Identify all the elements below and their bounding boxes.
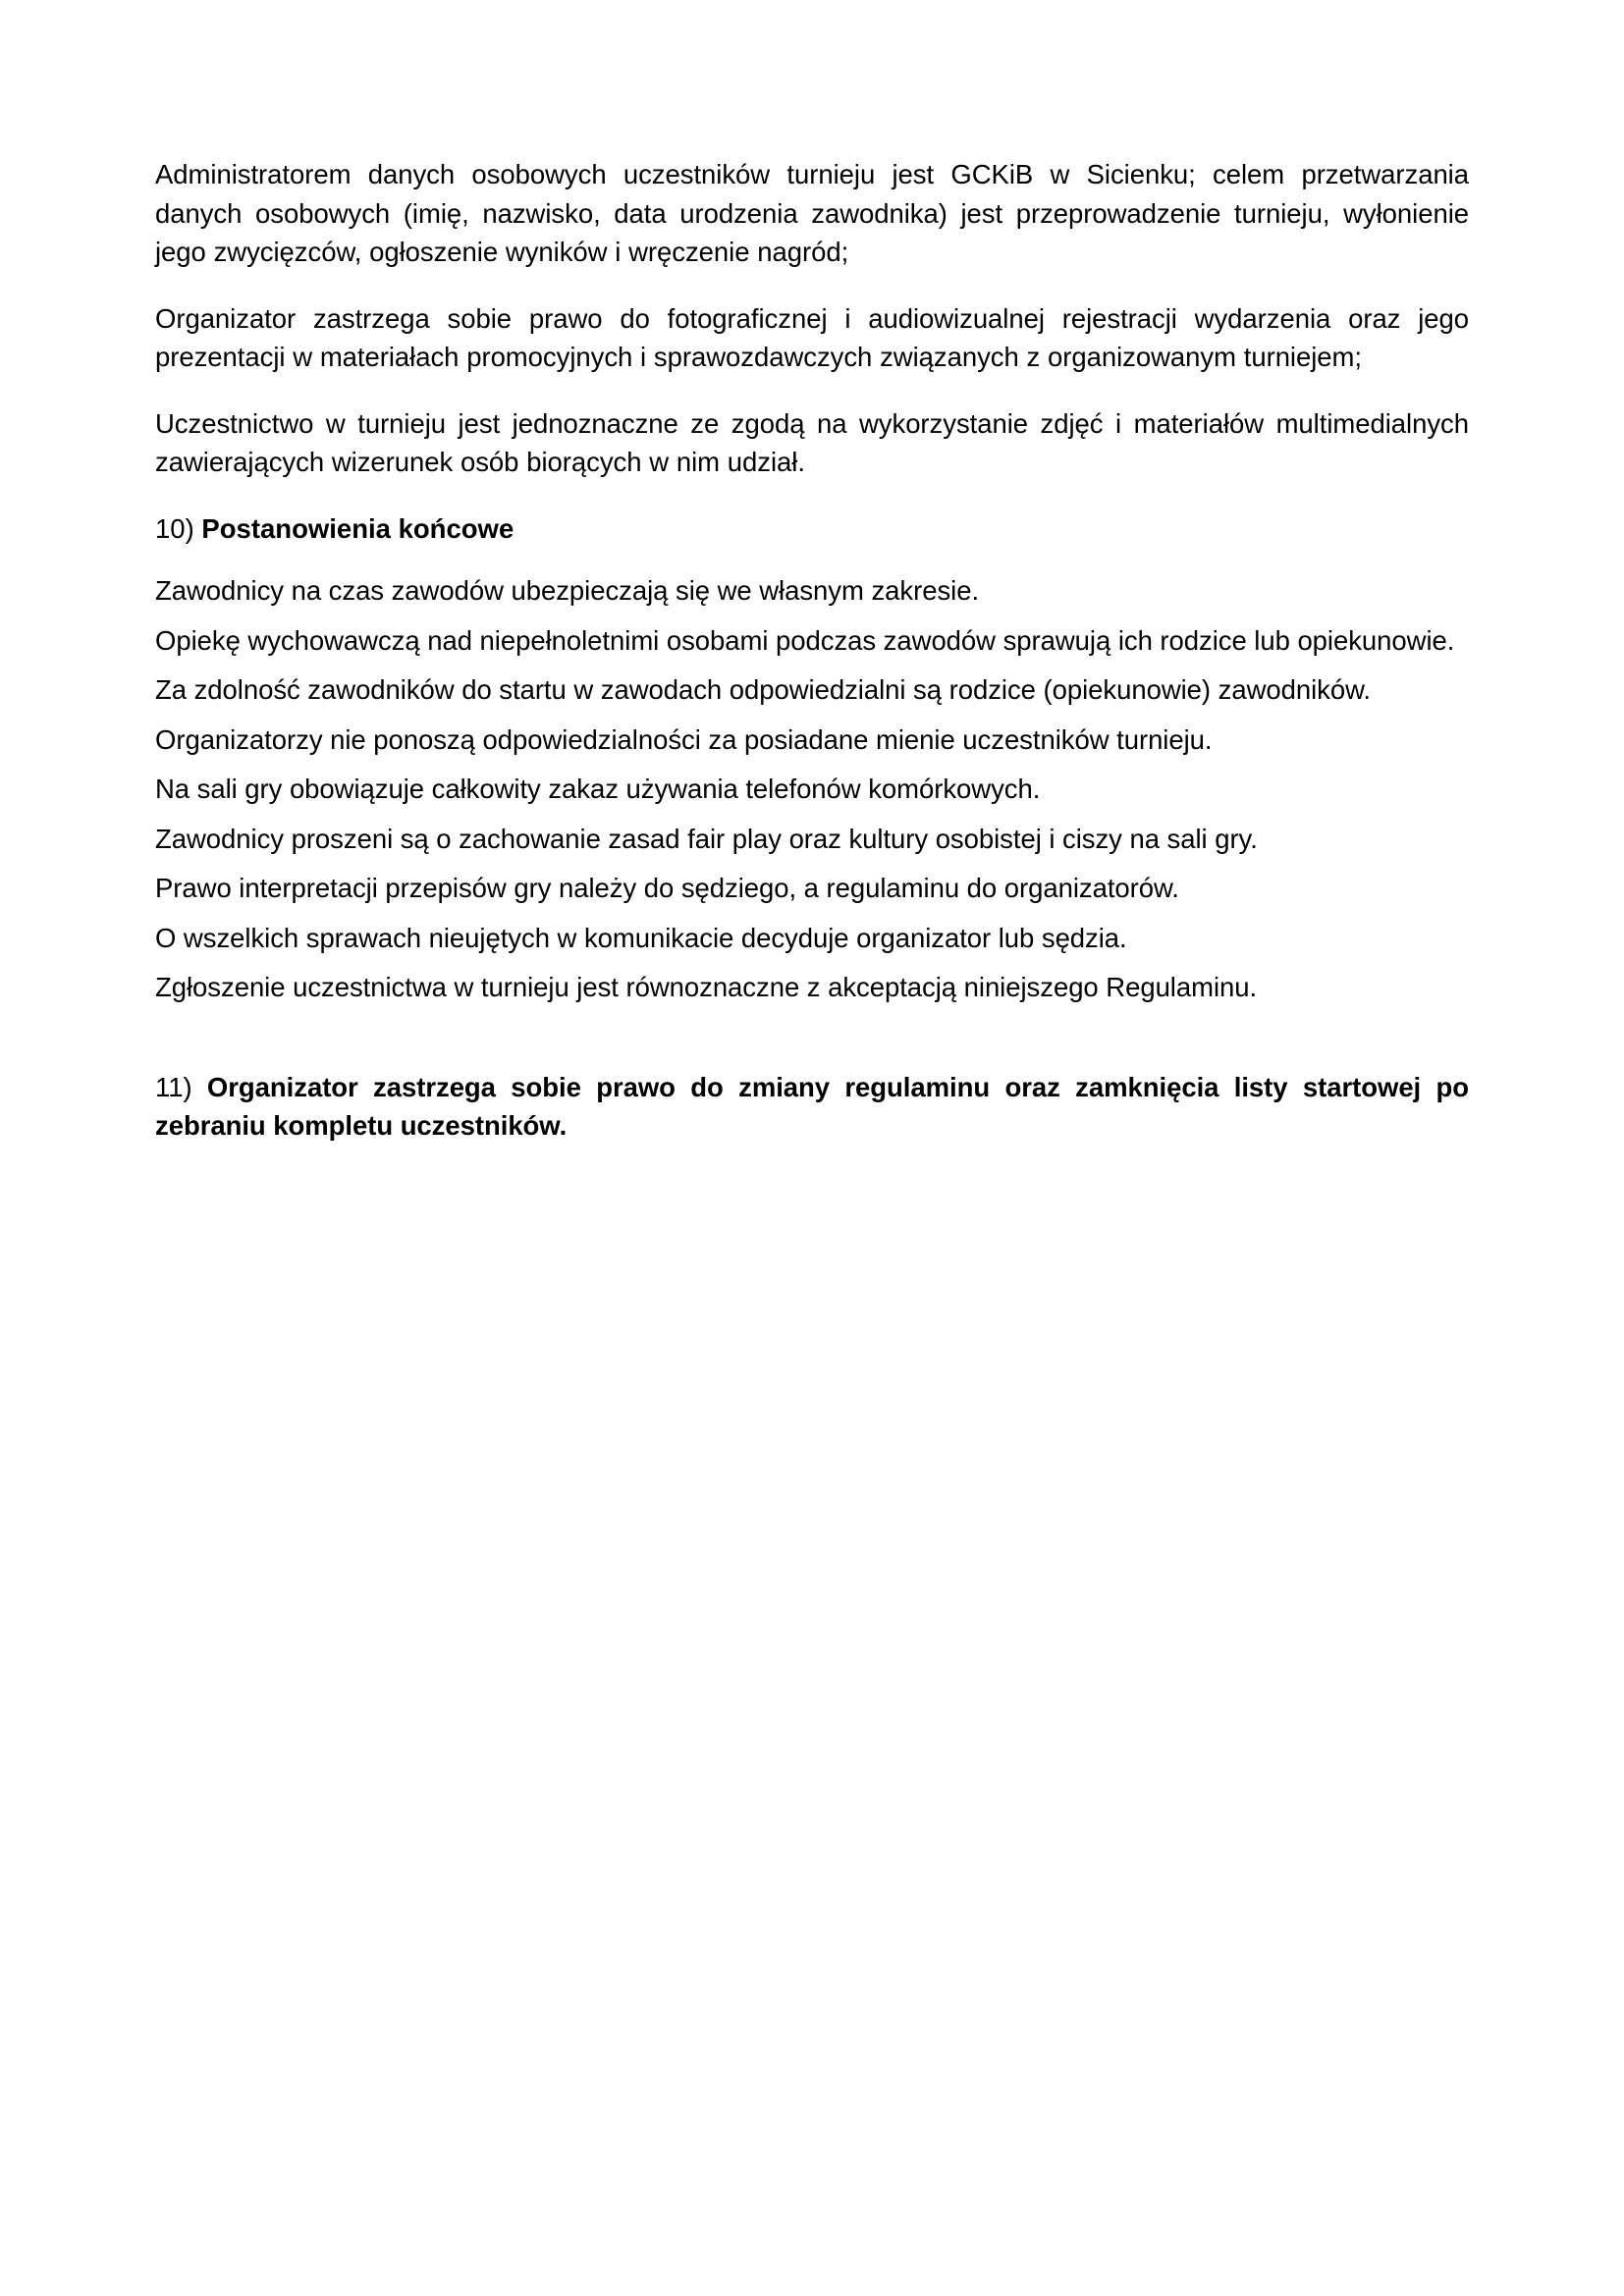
- paragraph-uczestnictwo: Uczestnictwo w turnieju jest jednoznaczne ze zgodą na wykorzystanie zdjęć i materiałów multimedialnych zawierających wizerunek osób biorących w nim udział.: [155, 407, 1469, 477]
- list-item: Na sali gry obowiązuje całkowity zakaz używania telefonów komórkowych.: [155, 774, 1041, 804]
- paragraph-administrator: Administratorem danych osobowych uczestników turnieju jest GCKiB w Sicienku; celem przetwarzania danych osobowych (imię, nazwisko, data urodzenia zawodnika) jest przeprowadzenie turnieju, wyłonienie jego zwycięzców, ogłoszenie wyników i wręczenie nagród;: [155, 159, 1469, 267]
- final-clause-text: Organizator zastrzega sobie prawo do zmiany regulaminu oraz zamknięcia listy startowej po zebraniu kompletu uczestników.: [155, 1071, 1469, 1141]
- list-item: Zawodnicy proszeni są o zachowanie zasad fair play oraz kultury osobistej i ciszy na sali gry.: [155, 823, 1258, 854]
- list-item: Organizatorzy nie ponoszą odpowiedzialności za posiadane mienie uczestników turnieju.: [155, 723, 1213, 755]
- page-content: [155, 155, 1469, 1172]
- section-heading-10: [155, 509, 1469, 549]
- list-item: Za zdolność zawodników do startu w zawodach odpowiedzialni są rodzice (opiekunowie) zawodników.: [155, 674, 1372, 705]
- list-item: Zawodnicy na czas zawodów ubezpieczają się we własnym zakresie.: [155, 575, 980, 606]
- section-number: 10): [155, 512, 194, 544]
- final-clause-number: 11): [155, 1071, 192, 1102]
- final-provisions-list: [155, 571, 1469, 1007]
- list-item: O wszelkich sprawach nieujętych w komunikacie decyduje organizator lub sędzia.: [155, 922, 1127, 953]
- list-item: Opiekę wychowawczą nad niepełnoletnimi osobami podczas zawodów sprawują ich rodzice lub opiekunowie.: [155, 624, 1455, 656]
- paragraph-rejestracja: Organizator zastrzega sobie prawo do fotograficznej i audiowizualnej rejestracji wydarzenia oraz jego prezentacji w materiałach promocyjnych i sprawozdawczych związanych z organizowanym turniejem;: [155, 302, 1469, 372]
- list-item: Zgłoszenie uczestnictwa w turnieju jest równoznaczne z akceptacją niniejszego Regulaminu.: [155, 972, 1258, 1002]
- list-item: Prawo interpretacji przepisów gry należy do sędziego, a regulaminu do organizatorów.: [155, 873, 1179, 903]
- final-clause-11: [155, 1068, 1469, 1146]
- section-title: Postanowienia końcowe: [201, 512, 514, 544]
